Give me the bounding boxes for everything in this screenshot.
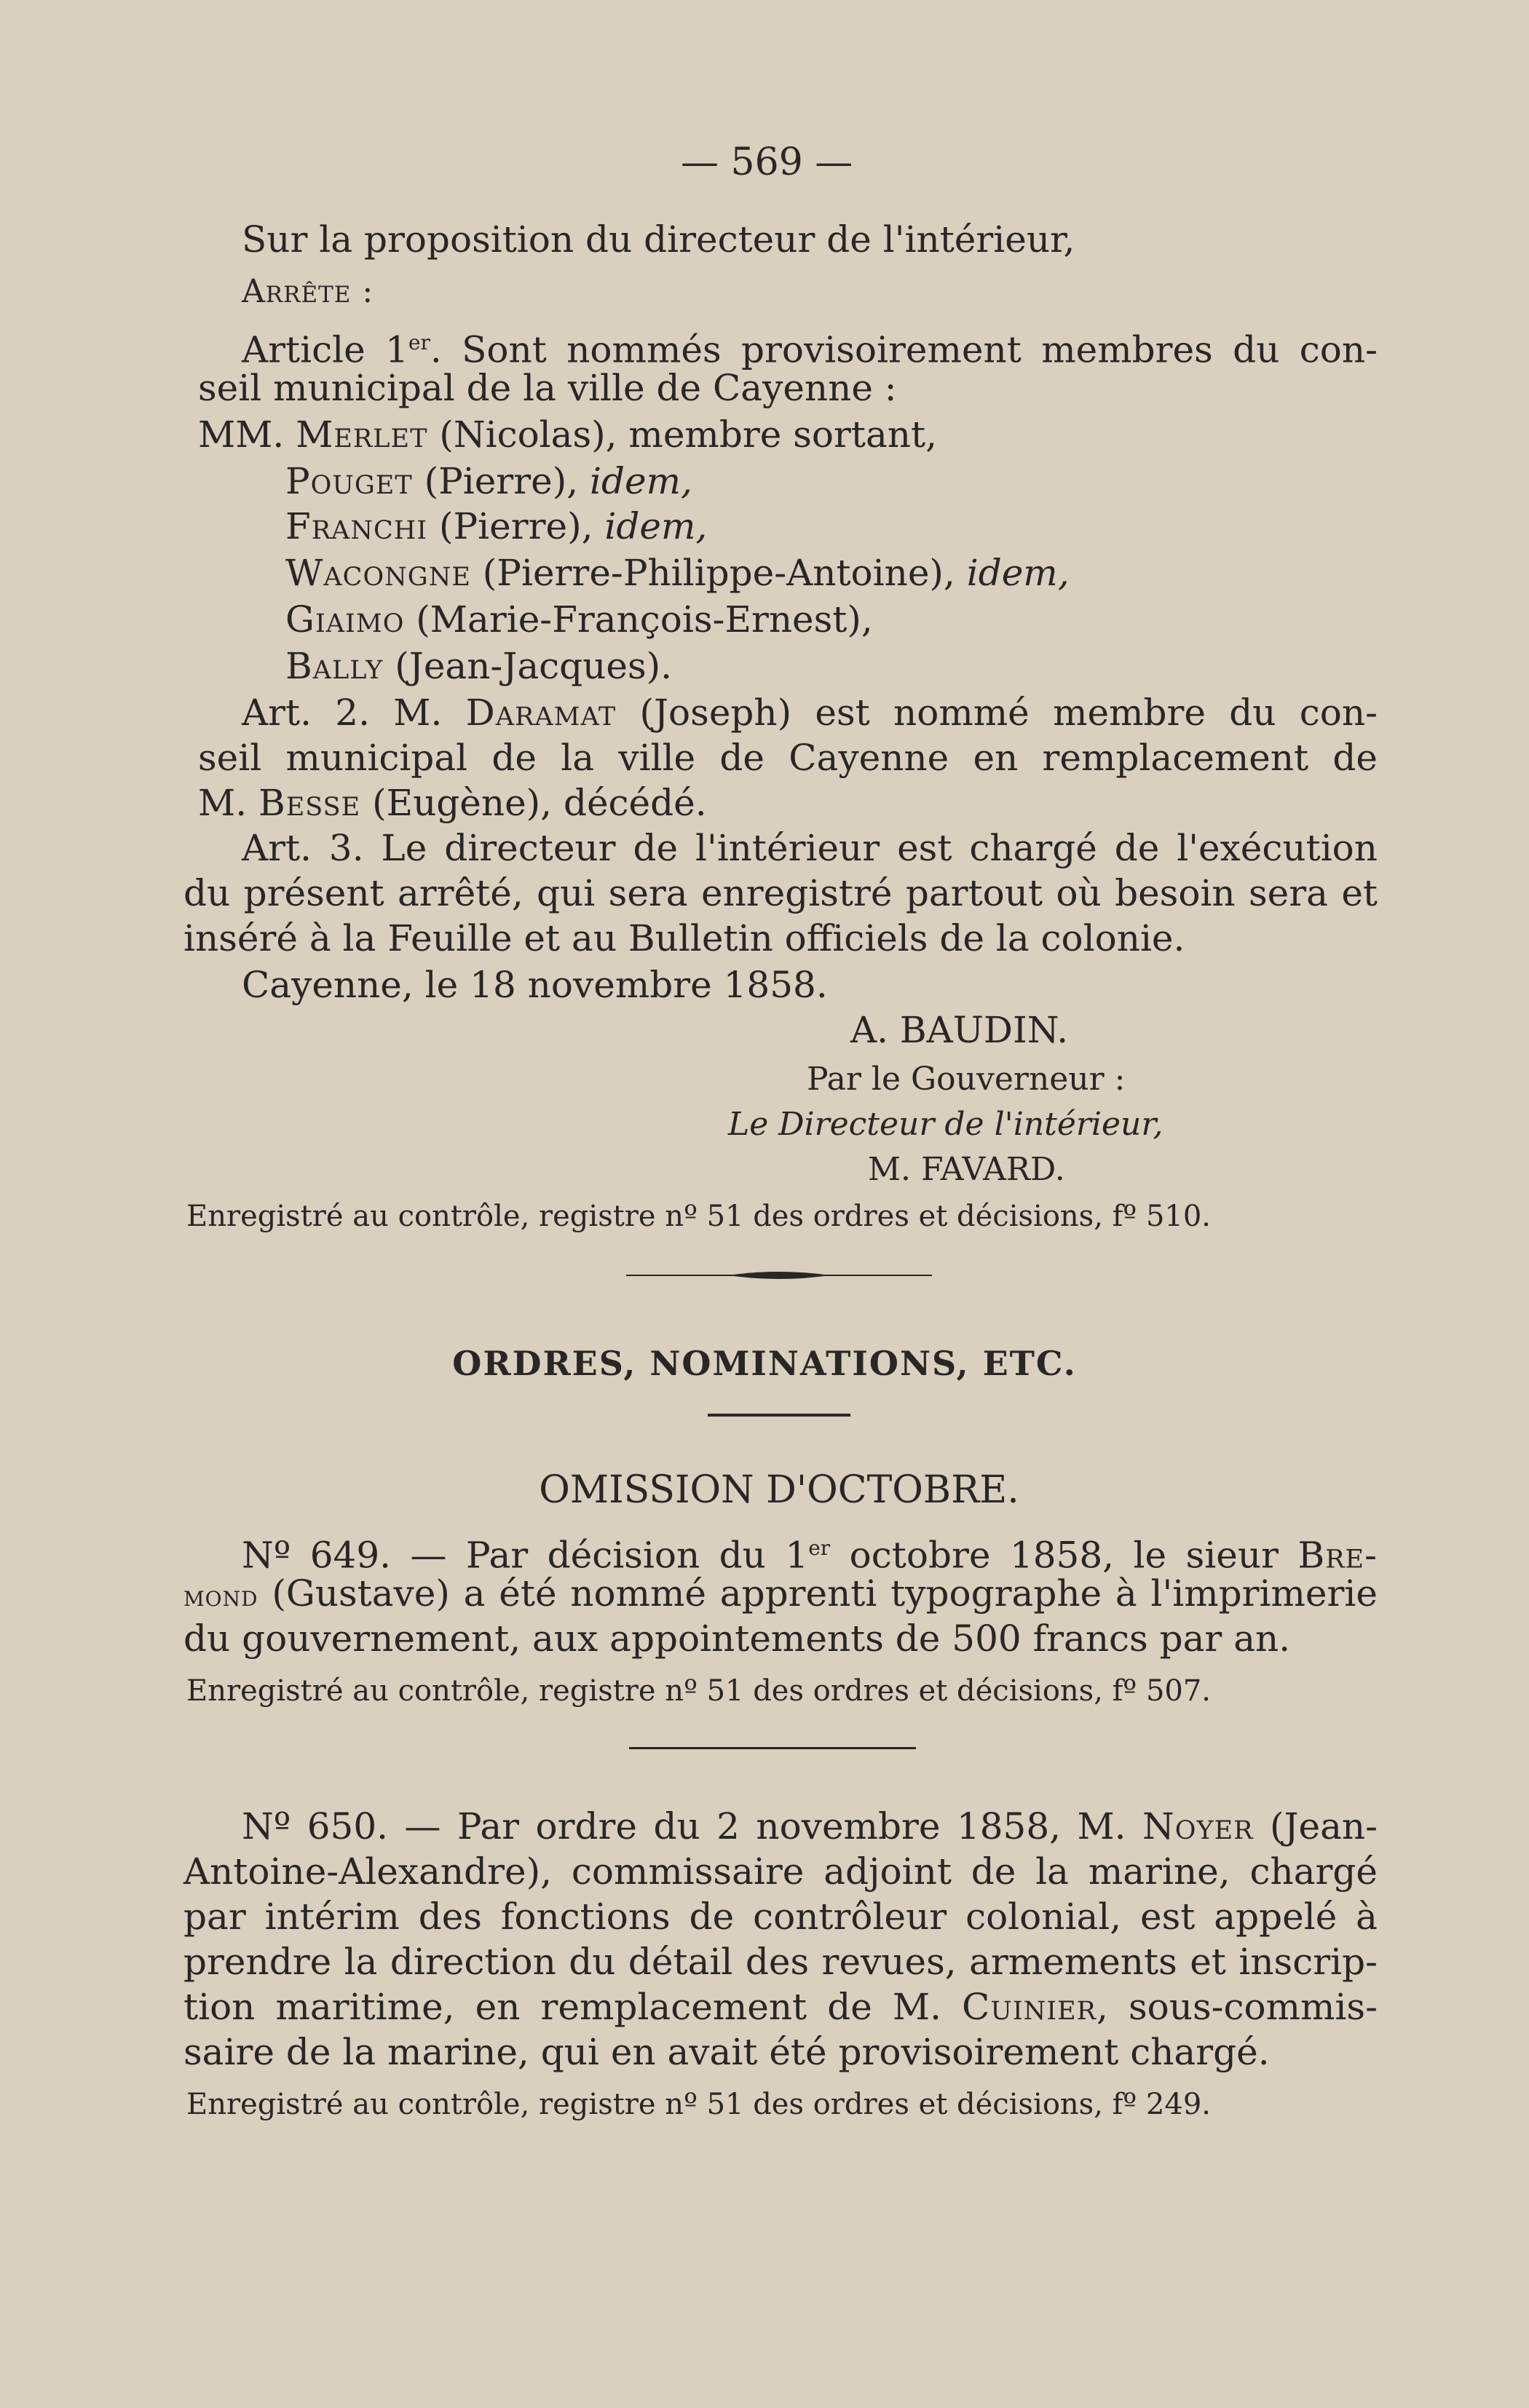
article-3-line-1: Art. 3. Le directeur de l'intérieur est chargé de l'exécution	[242, 827, 1378, 869]
order-649-text: octobre 1858, le sieur	[830, 1534, 1298, 1577]
order-649-line-2	[183, 1571, 1378, 1619]
order-649-superscript: er	[808, 1536, 831, 1560]
order-650-noyer: Noyer	[1142, 1805, 1254, 1847]
member-pouget	[285, 459, 692, 504]
decree-date: Cayenne, le 18 novembre 1858.	[242, 964, 828, 1006]
order-649-line-3: du gouvernement, aux appointements de 500 francs par an.	[183, 1617, 1291, 1660]
order-650-line-2: Antoine-Alexandre), commissaire adjoint de la marine, chargé	[183, 1850, 1378, 1893]
heading-rule	[708, 1414, 850, 1417]
order-649-registration: Enregistré au contrôle, registre nº 51 des ordres et décisions, fº 507.	[186, 1674, 1212, 1708]
order-650-line-4: prendre la direction du détail des revues, armements et inscrip-	[183, 1941, 1378, 1983]
order-650-registration: Enregistré au contrôle, registre nº 51 des ordres et décisions, fº 249.	[186, 2088, 1212, 2121]
member-name: Bally	[285, 645, 384, 687]
order-649-start: Nº 649. — Par décision du 1	[242, 1534, 809, 1577]
article-2-text: (Joseph) est nommé membre du con-	[616, 692, 1378, 734]
signatory: A. BAUDIN.	[850, 1009, 1069, 1051]
member-prefix: MM.	[198, 413, 296, 456]
article-1-text: . Sont nommés provisoirement membres du con-	[430, 328, 1378, 371]
member-details: (Marie-François-Ernest),	[404, 598, 873, 641]
order-650-line-1	[242, 1804, 1378, 1849]
page-number: — 569 —	[681, 140, 853, 184]
directeur-title: Le Directeur de l'intérieur,	[728, 1106, 1163, 1143]
decree-registration: Enregistré au contrôle, registre nº 51 des ordres et décisions, fº 510.	[186, 1200, 1212, 1233]
order-649-text-2: (Gustave) a été nommé apprenti typographe à l'imprimerie	[258, 1572, 1378, 1615]
member-bally	[285, 643, 672, 689]
section-heading: ORDRES, NOMINATIONS, ETC.	[452, 1344, 1077, 1383]
article-2-line-3	[198, 780, 707, 825]
member-name: Pouget	[285, 460, 413, 502]
article-1-prefix: Article 1	[242, 328, 408, 371]
section-subheading: OMISSION D'OCTOBRE.	[539, 1468, 1019, 1512]
directeur-name: M. FAVARD.	[868, 1151, 1065, 1188]
article-1-line-1	[242, 320, 1378, 373]
article-3-line-2: du présent arrêté, qui sera enregistré partout où besoin sera et	[183, 872, 1378, 914]
member-merlet	[198, 412, 937, 457]
member-wacongne	[285, 550, 1070, 595]
order-649-line-1	[242, 1526, 1378, 1578]
order-649-name-end: mond	[183, 1580, 258, 1613]
member-details: (Jean-Jacques).	[383, 645, 673, 687]
order-650-text-5: tion maritime, en remplacement de M.	[183, 1986, 963, 2028]
article-2-name: Daramat	[465, 692, 617, 734]
order-650-text-5b: , sous-commis-	[1097, 1986, 1378, 2028]
proposal-line: Sur la proposition du directeur de l'intérieur,	[242, 218, 1075, 261]
article-2-prefix: Art. 2. M.	[242, 692, 466, 734]
order-650-start: Nº 650. — Par ordre du 2 novembre 1858, M.	[242, 1805, 1143, 1847]
article-2-deceased: (Eugène), décédé.	[360, 782, 707, 824]
article-1-line-2: seil municipal de la ville de Cayenne :	[198, 367, 897, 409]
article-2-line-1	[242, 690, 1378, 735]
member-idem: idem,	[966, 552, 1070, 594]
member-details: (Pierre-Philippe-Antoine),	[470, 552, 967, 594]
member-franchi	[285, 504, 707, 549]
article-3-line-3: inséré à la Feuille et au Bulletin officiels de la colonie.	[183, 917, 1185, 959]
member-details: (Nicolas), membre sortant,	[427, 413, 937, 456]
order-650-line-3: par intérim des fonctions de contrôleur colonial, est appelé à	[183, 1896, 1378, 1938]
ornamental-divider	[626, 1268, 932, 1283]
member-name: Wacongne	[285, 552, 471, 594]
order-650-cuinier: Cuinier	[962, 1986, 1097, 2028]
order-separator	[629, 1747, 916, 1749]
article-2-besse: Besse	[258, 782, 361, 824]
order-650-text: (Jean-	[1253, 1805, 1378, 1847]
member-name: Giaimo	[285, 598, 405, 641]
member-idem: idem,	[604, 505, 708, 547]
order-650-line-6: saire de la marine, qui en avait été provisoirement chargé.	[183, 2031, 1270, 2073]
par-le-gouverneur: Par le Gouverneur :	[807, 1061, 1126, 1098]
member-details: (Pierre),	[427, 505, 605, 547]
order-649-name-start: Bre-	[1297, 1534, 1378, 1577]
article-2-prefix-m: M.	[198, 782, 258, 824]
member-name: Franchi	[285, 505, 428, 547]
member-details: (Pierre),	[412, 460, 590, 502]
member-idem: idem,	[590, 460, 692, 502]
member-name: Merlet	[296, 413, 428, 456]
order-650-line-5	[183, 1984, 1378, 2029]
member-giaimo	[285, 597, 873, 642]
arrete-label: Arrête :	[242, 273, 374, 310]
article-2-line-2: seil municipal de la ville de Cayenne en remplacement de	[198, 737, 1378, 779]
article-1-superscript: er	[408, 330, 430, 355]
